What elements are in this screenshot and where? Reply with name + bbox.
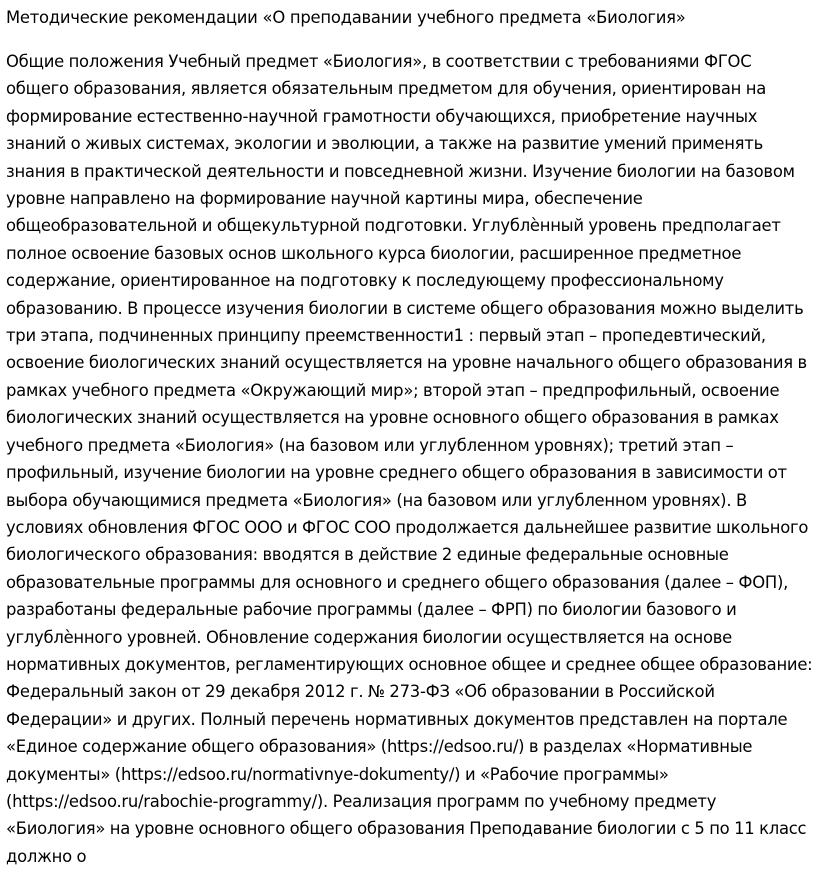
document-body: Общие положения Учебный предмет «Биология», в соответствии с требованиями ФГОС общего образования, является обязательным предметом для обучения, ориентирован на формирование естественно-научной грамотности обучающихся, приобретение научных знаний о живых системах, экологии и эволюции, а также на развитие умений применять знания в практической деятельности и повседневной жизни. Изучение биологии на базовом уровне направлено на формирование научной картины мира, обеспечение общеобразовательной и общекультурной подготовки. Углублѐнный уровень предполагает полное освоение базовых основ школьного курса биологии, расширенное предметное содержание, ориентированное на подготовку к последующему профессиональному образованию. В процессе изучения биологии в системе общего образования можно выделить три этапа, подчиненных принципу преемственности1 : первый этап – пропедевтический, освоение биологических знаний осуществляется на уровне начального общего образования в рамках учебного предмета «Окружающий мир»; второй этап – предпрофильный, освоение биологических знаний осуществляется на уровне основного общего образования в рамках учебного предмета «Биология» (на базовом или углубленном уровнях); третий этап – профильный, изучение биологии на уровне среднего общего образования в зависимости от выбора обучающимися предмета «Биология» (на базовом или углубленном уровнях). В условиях обновления ФГОС ООО и ФГОС СОО продолжается дальнейшее развитие школьного биологического образования: вводятся в действие 2 единые федеральные основные образовательные программы для основного и среднего общего образования (далее – ФОП), разработаны федеральные рабочие программы (далее – ФРП) по биологии базового и углублѐнного уровней. Обновление содержания биологии осуществляется на основе нормативных документов, регламентирующих основное общее и среднее общее образование: Федеральный закон от 29 декабря 2012 г. № 273-ФЗ «Об образовании в Российской Федерации» и других. Полный перечень нормативных документов представлен на портале «Единое содержание общего образования» (https://edsoo.ru/) в разделах «Нормативные документы» (https://edsoo.ru/normativnye-dokumenty/) и «Рабочие программы» (https://edsoo.ru/rabochie-programmy/). Реализация программ по учебному предмету «Биология» на уровне основного общего образования Преподавание биологии с 5 по 11 класс должно о (6, 52, 813, 866)
document-title: Методические рекомендации «О преподавании учебного предмета «Биология» (6, 8, 686, 27)
document-page (6, 0, 814, 870)
